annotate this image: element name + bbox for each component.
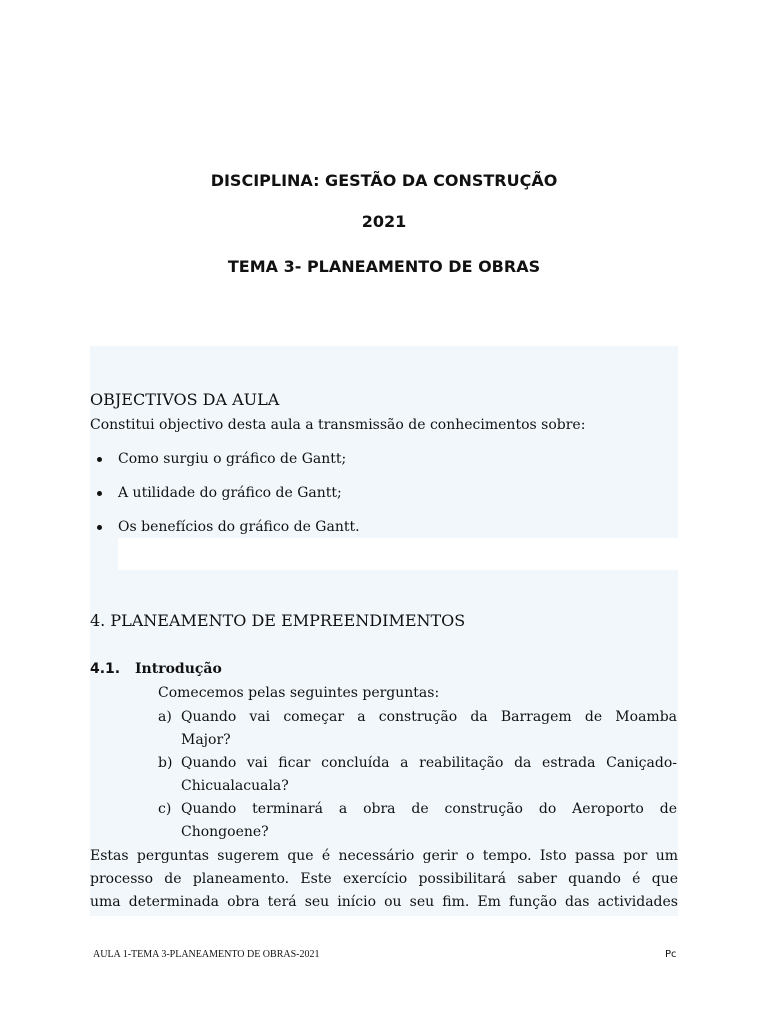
bullet-icon — [97, 525, 102, 530]
list-item — [90, 484, 360, 518]
list-item — [158, 706, 677, 752]
list-marker: b) — [158, 755, 173, 771]
footer-page-marker: Pc — [665, 949, 677, 960]
question-text: Quando vai ficar concluída a reabilitação da estrada Caniçado- — [181, 755, 677, 771]
paragraph-line: Estas perguntas sugerem que é necessário gerir o tempo. Isto passa por um — [90, 848, 678, 864]
document-year: 2021 — [361, 212, 407, 231]
list-item — [158, 798, 677, 844]
footer-text: AULA 1-TEMA 3-PLANEAMENTO DE OBRAS-2021 — [93, 949, 320, 960]
body-paragraph — [90, 845, 678, 914]
objectives-heading: OBJECTIVOS DA AULA — [90, 390, 280, 409]
questions-lead: Comecemos pelas seguintes perguntas: — [158, 685, 440, 701]
list-marker: c) — [158, 801, 172, 817]
document-theme: TEMA 3- PLANEAMENTO DE OBRAS — [227, 257, 541, 276]
subsection-number: 4.1. — [90, 661, 121, 677]
list-item-text: Os benefícios do gráfico de Gantt. — [118, 519, 360, 535]
bullet-icon — [97, 491, 102, 496]
question-text: Quando terminará a obra de construção do Aeroporto de — [181, 801, 677, 817]
document-title: DISCIPLINA: GESTÃO DA CONSTRUÇÃO — [210, 171, 558, 190]
paragraph-line: uma determinada obra terá seu início ou seu fim. Em função das actividades — [90, 894, 678, 910]
list-item-text: A utilidade do gráfico de Gantt; — [118, 485, 342, 501]
question-text-continued: Major? — [181, 732, 231, 748]
list-marker: a) — [158, 709, 172, 725]
objectives-intro: Constitui objectivo desta aula a transmissão de conhecimentos sobre: — [90, 417, 586, 433]
section-heading: 4. PLANEAMENTO DE EMPREENDIMENTOS — [90, 611, 466, 630]
bullet-icon — [97, 457, 102, 462]
questions-list — [158, 706, 677, 844]
list-item — [90, 450, 360, 484]
subsection-heading — [90, 660, 222, 678]
question-text-continued: Chongoene? — [181, 824, 269, 840]
subsection-title: Introdução — [135, 661, 222, 677]
list-item — [90, 518, 360, 552]
list-item — [158, 752, 677, 798]
paragraph-line: processo de planeamento. Este exercício possibilitará saber quando é que — [90, 871, 678, 887]
objectives-list — [90, 450, 360, 552]
question-text: Quando vai começar a construção da Barragem de Moamba — [181, 709, 677, 725]
list-item-text: Como surgiu o gráfico de Gantt; — [118, 451, 347, 467]
question-text-continued: Chicualacuala? — [181, 778, 289, 794]
